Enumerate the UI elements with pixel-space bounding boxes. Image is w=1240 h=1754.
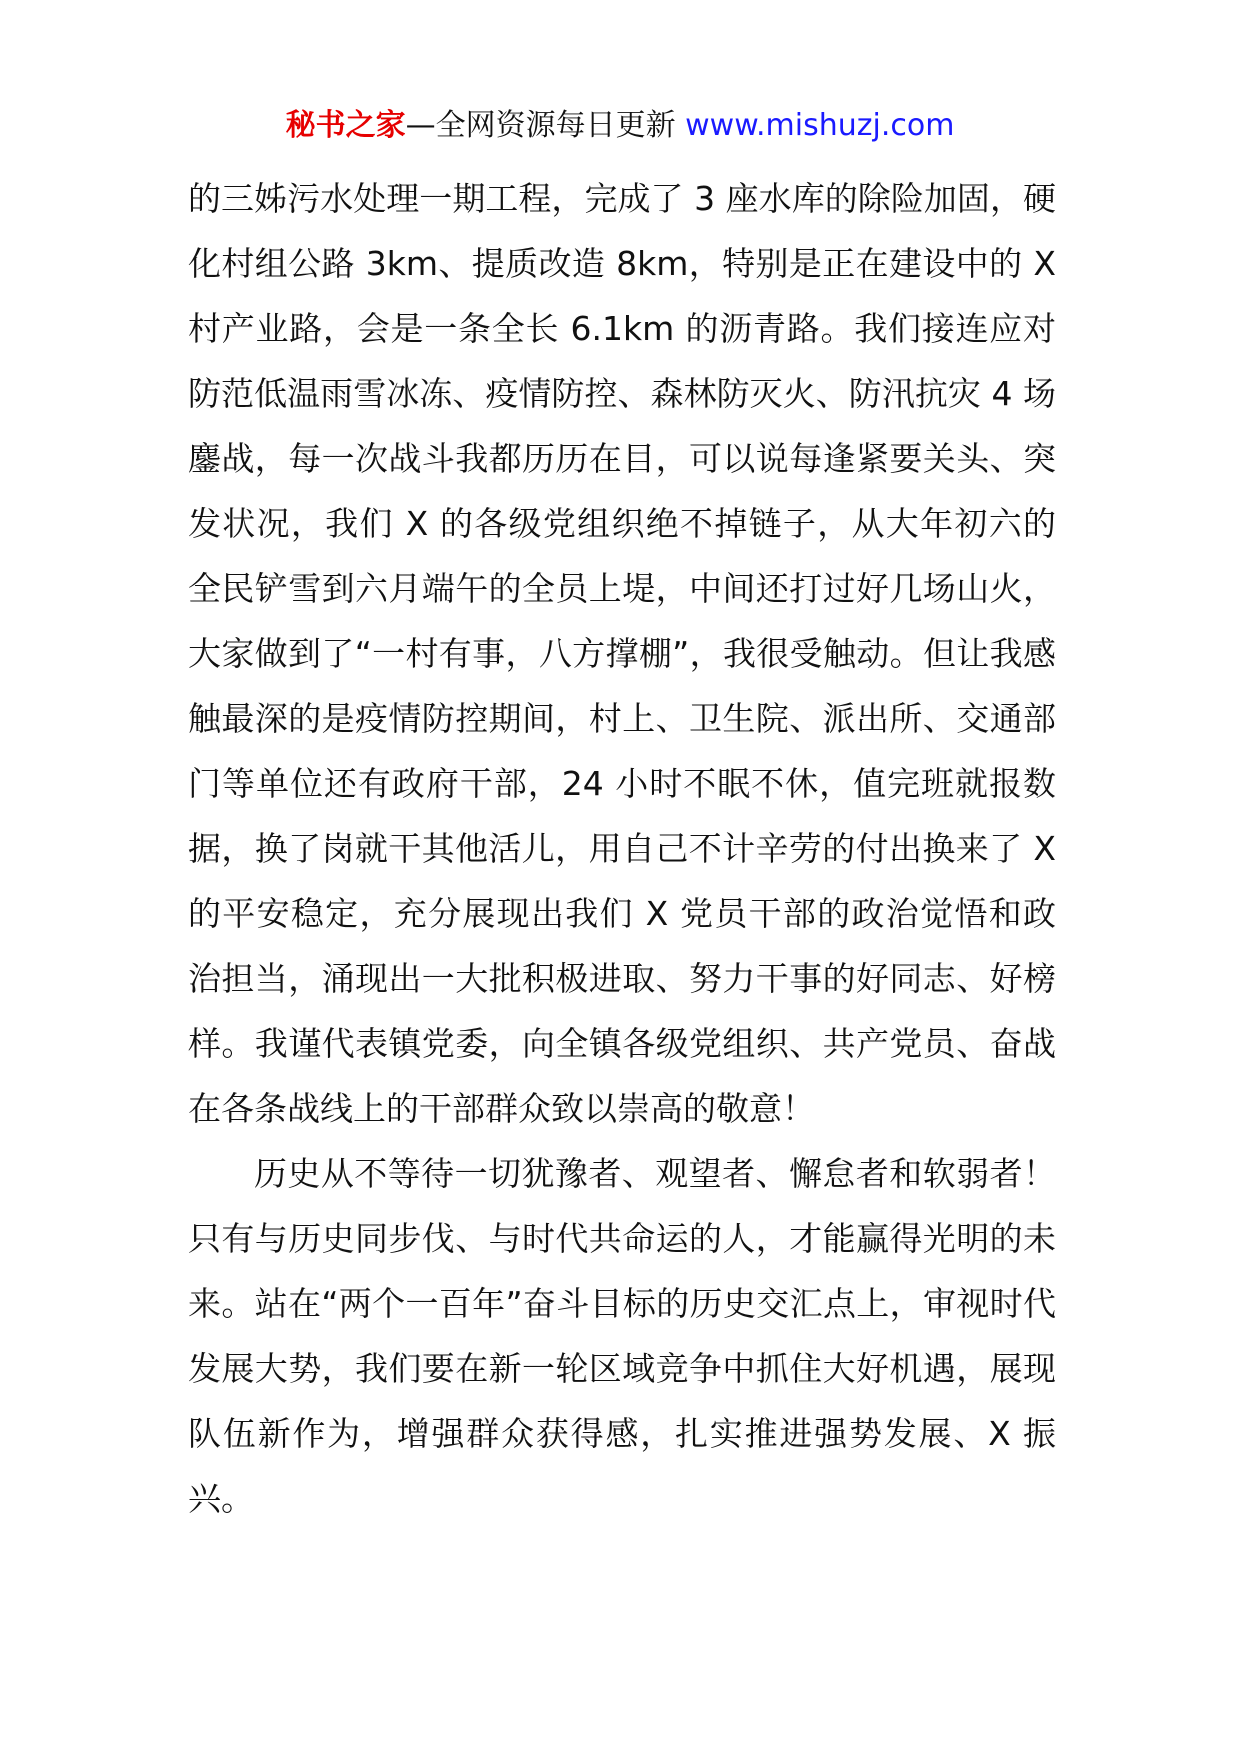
paragraph-1: 的三姊污水处理一期工程，完成了 3 座水库的除险加固，硬化村组公路 3km、提质改造 8km，特别是正在建设中的 X 村产业路，会是一条全长 6.1km 的沥青路。我们接连应对防范低温雨雪冰冻、疫情防控、森林防灭火、防汛抗灾 4 场鏖战，每一次战斗我都历历在目，可以说每逢紧要关头、突发状况，我们 X 的各级党组织绝不掉链子，从大年初六的全民铲雪到六月端午的全员上堤，中间还打过好几场山火，大家做到了“一村有事，八方撑棚”，我很受触动。但让我感触最深的是疫情防控期间，村上、卫生院、派出所、交通部门等单位还有政府干部，24 小时不眠不休，值完班就报数据，换了岗就干其他活儿，用自己不计辛劳的付出换来了 X 的平安稳定，充分展现出我们 X 党员干部的政治觉悟和政治担当，涌现出一大批积极进取、努力干事的好同志、好榜样。我谨代表镇党委，向全镇各级党组织、共产党员、奋战在各条战线上的干部群众致以崇高的敬意！ [188, 179, 1056, 1128]
site-url-link[interactable]: www.mishuzj.com [685, 108, 955, 143]
paragraph-2: 历史从不等待一切犹豫者、观望者、懈怠者和软弱者！只有与历史同步伐、与时代共命运的人，才能赢得光明的未来。站在“两个一百年”奋斗目标的历史交汇点上，审视时代发展大势，我们要在新一轮区域竞争中抓住大好机遇，展现队伍新作为，增强群众获得感，扎实推进强势发展、X 振兴。 [188, 1154, 1056, 1518]
page-header [0, 104, 1240, 148]
site-brand: 秘书之家 [285, 108, 406, 143]
document-body [188, 166, 1056, 1531]
site-tagline: —全网资源每日更新 [405, 108, 676, 143]
